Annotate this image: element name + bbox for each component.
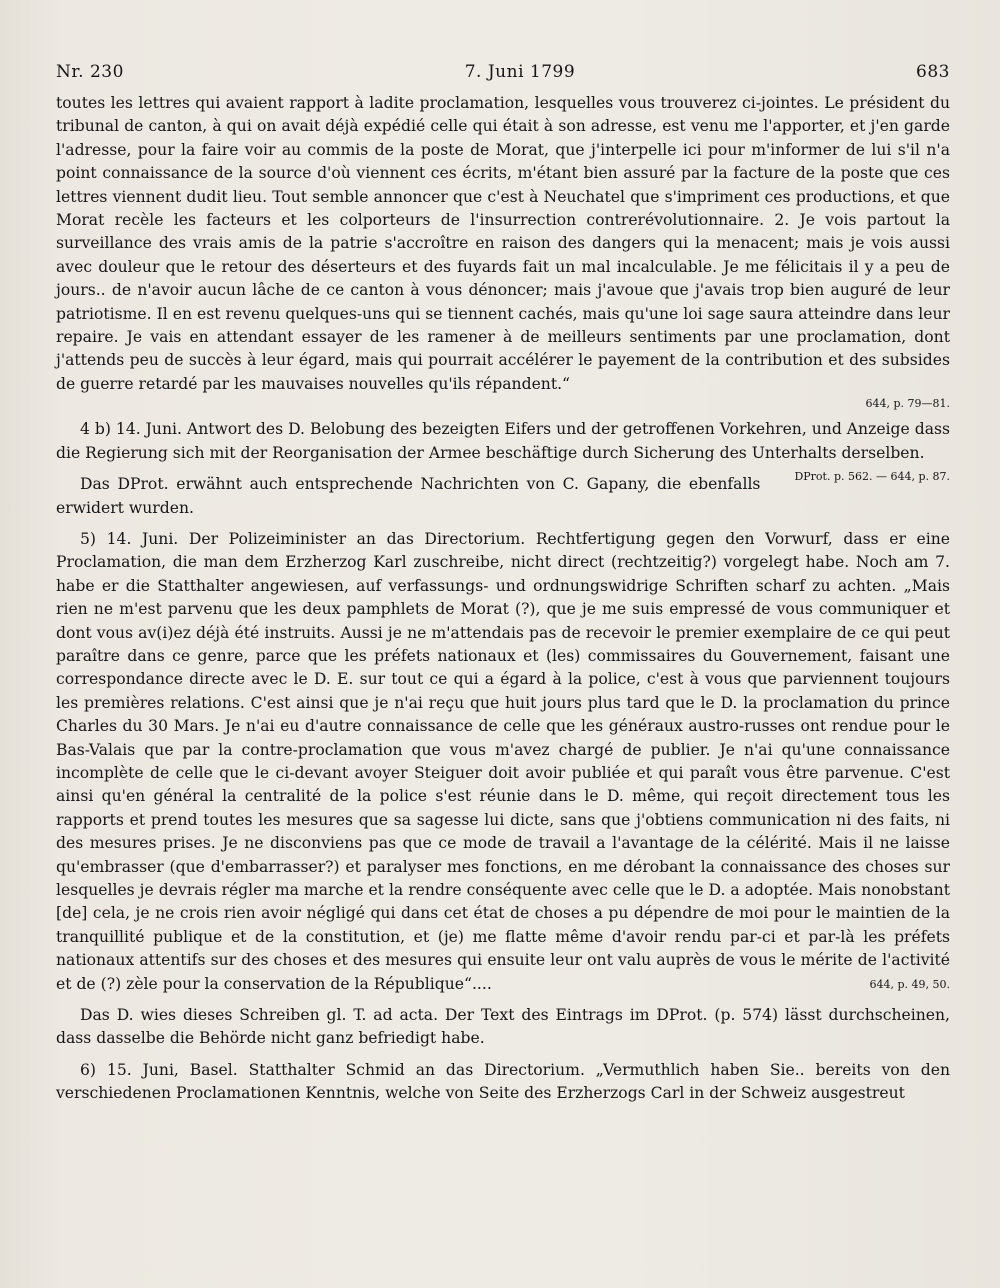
paragraph-6: 6) 15. Juni, Basel. Statthalter Schmid an das Directorium. „Vermuthlich haben Sie.. bereits von den verschiedenen Proclamationen Kenntnis, welche von Seite des Erzherzogs Carl in der Schweiz ausgestreut bbox=[56, 1060, 950, 1103]
paragraph-3: Das DProt. erwähnt auch entsprechende Nachrichten von C. Gapany, die ebenfalls erwidert wurden. bbox=[56, 475, 761, 517]
document-body bbox=[56, 92, 950, 1106]
paragraph-2-text: 4 b) 14. Juni. Antwort des D. Belobung des bezeigten Eifers und der getroffenen Vorkehren, und Anzeige dass die Regierung sich mit der Reorganisation der Armee beschäftige durch Sicherung des Unterhalts derselben. bbox=[56, 420, 950, 462]
spacer bbox=[56, 520, 950, 528]
document-number: Nr. 230 bbox=[56, 62, 124, 82]
source-reference-4: 644, p. 49, 50. bbox=[869, 977, 950, 991]
source-reference-1: 644, p. 79—81. bbox=[865, 397, 950, 411]
paragraph-4-text: 5) 14. Juni. Der Polizeiminister an das Directorium. Rechtfertigung gegen den Vorwurf, dass er eine Proclamation, die man dem Erzherzog Karl zuschreibe, nicht direct (rechtzeitig?) vorgelegt habe. Noch am 7. habe er die Statthalter angewiesen, auf verfassungs- und ordnungswidrige Schriften scharf zu achten. „Mais rien ne m'est parvenu que les deux pamphlets de Morat (?), que je me suis empressé de vous communiquer et dont vous av(i)ez déjà été instruits. Aussi je ne m'attendais pas de recevoir le premier exemplaire de ce qui peut paraître dans ce genre, parce que les préfets nationaux et (les) commissaires du Gouvernement, faisant une correspondance directe avec le D. E. sur tout ce qui a égard à la police, c'est à vous que parviennent toujours les premières relations. C'est ainsi que je n'ai reçu que huit jours plus tard que le D. la proclamation du prince Charles du 30 Mars. Je n'ai eu d'autre connaissance de celle que les généraux austro-russes ont rendue pour le Bas-Valais que par la contre-proclamation que vous m'avez chargé de publier. Je n'ai qu'une connaissance incomplète de celle que le ci-devant avoyer Steiguer doit avoir publiée et qui paraît vous être parvenue. C'est ainsi qu'en général la centralité de la police s'est réunie dans le D. même, qui reçoit directement tous les rapports et prend toutes les mesures que sa sagesse lui dicte, sans que j'obtiens communication ni des faits, ni des mesures prises. Je ne disconviens pas que ce mode de travail a l'avantage de la célérité. Mais il ne laisse qu'embrasser (que d'embarrasser?) et paralyser mes fonctions, en me dérobant la connaissance des choses sur lesquelles je devrais régler ma marche et la rendre conséquente avec celle que le D. a adoptée. Mais nonobstant [de] cela, je ne crois rien avoir négligé qui dans cet état de choses a pu dépendre de moi pour le maintien de la tranquillité publique et de la constitution, et (je) me flatte même d'avoir rendu par-ci et par-là les préfets nationaux attentifs sur des choses et des mesures qui ensuite leur ont valu auprès de vous le mérite de l'activité et de (?) zèle pour la conservation de la République“.... bbox=[56, 529, 950, 993]
paragraph-5: Das D. wies dieses Schreiben gl. T. ad acta. Der Text des Eintrags im DProt. (p. 574) lässt durchscheinen, dass dasselbe die Behörde nicht ganz befriedigt habe. bbox=[56, 1006, 950, 1048]
spacer bbox=[56, 996, 950, 1004]
page-number: 683 bbox=[916, 62, 950, 82]
source-reference-2: DProt. p. 562. — 644, p. 87. bbox=[794, 470, 950, 484]
page-header bbox=[56, 62, 950, 82]
header-date: 7. Juni 1799 bbox=[464, 62, 576, 82]
paragraph-4 bbox=[56, 528, 950, 996]
paragraph-2 bbox=[56, 418, 950, 484]
paragraph-1: toutes les lettres qui avaient rapport à ladite proclamation, lesquelles vous trouverez ci-jointes. Le président du tribunal de canton, à qui on avait déjà expédié celle qui était à son adresse, est venu me l'apporter, et j'en garde l'adresse, pour la faire voir au commis de la poste de Morat, que j'interpelle ici pour m'informer de lui s'il n'a point connaissance de la source d'où viennent ces écrits, m'étant bien assuré par la facture de la poste que ces lettres viennent dudit lieu. Tout semble annoncer que c'est à Neuchatel que s'impriment ces productions, et que Morat recèle les facteurs et les colporteurs de l'insurrection contrerévolutionnaire. 2. Je vois partout la surveillance des vrais amis de la patrie s'accroître en raison des dangers qui la menacent; mais je vois aussi avec douleur que le retour des déserteurs et des fuyards fait un mal incalculable. Je me félicitais il y a peu de jours.. de n'avoir aucun lâche de ce canton à vous dénoncer; mais j'avoue que j'avais trop bien auguré de leur patriotisme. Il en est revenu quelques-uns qui se tiennent cachés, mais qu'une loi sage saura atteindre dans leur repaire. Je vais en attendant essayer de les ramener à de meilleurs sentiments par une proclamation, dont j'attends peu de succès à leur égard, mais qui pourrait accélérer le payement de la contribution et des subsides de guerre retardé par les mauvaises nouvelles qu'ils répandent.“ bbox=[56, 94, 950, 393]
spacer bbox=[56, 1051, 950, 1059]
